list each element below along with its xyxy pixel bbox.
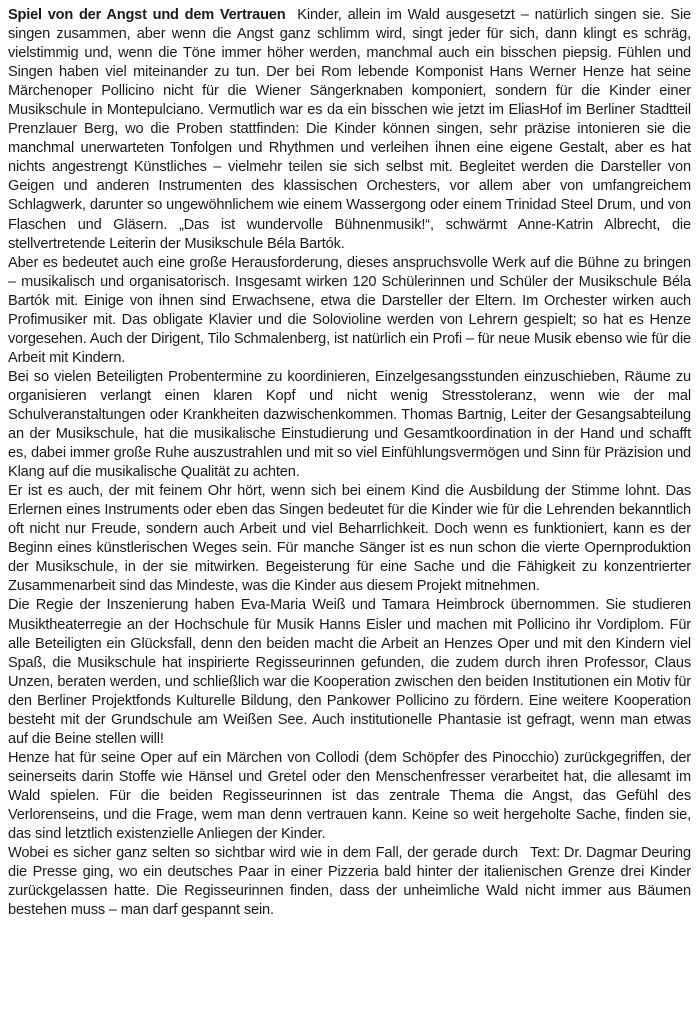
paragraph-1-text: Kinder, allein im Wald ausgesetzt – natürlich singen sie. Sie singen zusammen, aber wenn die Angst ganz schlimm wird, singt jeder für sich, dann klingt es schräg, vielstimmig und, wenn die Töne immer höher werden, manchmal auch ein bisschen piepsig. Fühlen und Singen haben viel miteinander zu tun. Der bei Rom lebende Komponist Hans Werner Henze hat seine Märchenoper Pollicino nicht für die Wiener Sängerknaben komponiert, sondern für die Kinder einer Musikschule in Montepulciano. Vermutlich war es da ein bisschen wie jetzt im EliasHof im Berliner Stadtteil Prenzlauer Berg, wo die Proben stattfinden: Die Kinder können singen, sehr präzise intonieren sie die manchmal unerwarteten Tonfolgen und Rhythmen und verleihen ihnen eine eigene Gestalt, aber es hat nichts angestrengt Künstliches – vielmehr teilen sie sich selbst mit. Begleitet werden die Darsteller von Geigen und anderen Instrumenten des klassischen Orchesters, vor allem aber von umfangreichem Schlagwerk, darunter so ungewöhnlichem wie einem Wassergong oder einem Trinidad Steel Drum, und von Flaschen und Gläsern. „Das ist wundervolle Bühnenmusik!“, schwärmt Anne-Katrin Albrecht, die stellvertretende Leiterin der Musikschule Béla Bartók. (8, 7, 692, 252)
paragraph-1 (8, 6, 691, 254)
paragraph-2: Aber es bedeutet auch eine große Herausforderung, dieses anspruchsvolle Werk auf die Bühne zu bringen – musikalisch und organisatorisch. Insgesamt wirken 120 Schülerinnen und Schüler der Musikschule Béla Bartók mit. Einige von ihnen sind Erwachsene, etwa die Darsteller der Eltern. Im Orchester wirken auch Profimusiker mit. Das obligate Klavier und die Solovioline werden von Lehrern gespielt; so hat es Henze vorgesehen. Auch der Dirigent, Tilo Schmalenberg, ist natürlich ein Profi – für neue Musik ebenso wie für die Arbeit mit Kindern. (8, 254, 691, 366)
paragraph-7 (8, 844, 691, 920)
paragraph-3: Bei so vielen Beteiligten Probentermine zu koordinieren, Einzelgesangsstunden einzuschieben, Räume zu organisieren verlangt einen klaren Kopf und nicht wenig Stresstoleranz, wenn wie der mal Schulveranstaltungen oder Krankheiten dazwischenkommen. Thomas Bartnig, Leiter der Gesangsabteilung an der Musikschule, hat die musikalische Einstudierung und Gesamtkoordination in der Hand und schafft es, dabei immer große Ruhe auszustrahlen und mit so viel Einfühlungsvermögen und Sinn für Präzision und Klang auf die musikalische Qualität zu achten. (8, 368, 691, 481)
paragraph-7-text: Wobei es sicher ganz selten so sichtbar wird wie in dem Fall, der gerade durch die Presse ging, wo ein deutsches Paar in einer Pizzeria bald hinter der italienischen Grenze drei Kinder zurückgelassen hatte. Die Regisseurinnen finden, dass der unheimliche Wald nicht immer aus Bäumen bestehen muss – man darf gespannt sein. (8, 845, 691, 919)
author-credit: Text: Dr. Dagmar Deuring (529, 845, 691, 862)
article-title: Spiel von der Angst und dem Vertrauen (8, 7, 286, 23)
paragraph-6: Henze hat für seine Oper auf ein Märchen von Collodi (dem Schöpfer des Pinocchio) zurückgegriffen, der seinerseits darin Stoffe wie Hänsel und Gretel oder den Menschenfresser verarbeitet hat, die allesamt im Wald spielen. Für die beiden Regisseurinnen ist das zentrale Thema die Angst, das Gefühl des Verlorenseins, und die Frage, wem man denn vertrauen kann. Keine so weit hergeholte Sache, finden sie, das sind letztlich existenzielle Anliegen der Kinder. (8, 749, 691, 843)
paragraph-4: Er ist es auch, der mit feinem Ohr hört, wenn sich bei einem Kind die Ausbildung der Stimme lohnt. Das Erlernen eines Instruments oder eben das Singen bedeutet für die Kinder wie für die Lehrenden bekanntlich oft nicht nur Freude, sondern auch Arbeit und viel Beharrlichkeit. Doch wenn es funktioniert, kann es der Beginn eines künstlerischen Weges sein. Für manche Sänger ist es nun schon die vierte Opernproduktion der Musikschule, in der sie mitwirken. Begeisterung für eine Sache und die Fähigkeit zu konzentrierter Zusammenarbeit sind das Mindeste, was die Kinder aus diesem Projekt mitnehmen. (8, 483, 691, 595)
paragraph-5: Die Regie der Inszenierung haben Eva-Maria Weiß und Tamara Heimbrock übernommen. Sie studieren Musiktheaterregie an der Hochschule für Musik Hanns Eisler und machen mit Pollicino ihr Vordiplom. Für alle Beteiligten ein Glücksfall, denn den beiden macht die Arbeit an Henzes Oper und mit den Kindern viel Spaß, die Musikschule hat inspirierte Regisseurinnen gefunden, die zudem durch ihren Professor, Claus Unzen, beraten werden, und schließlich war die Kooperation zwischen den beiden Institutionen ein Motiv für den Berliner Projektfonds Kulturelle Bildung, den Pankower Pollicino zu fördern. Eine weitere Kooperation besteht mit der Grundschule am Weißen See. Auch institutionelle Phantasie ist gefragt, wenn man etwas auf die Beine stellen will! (8, 597, 691, 747)
article (8, 6, 691, 1018)
